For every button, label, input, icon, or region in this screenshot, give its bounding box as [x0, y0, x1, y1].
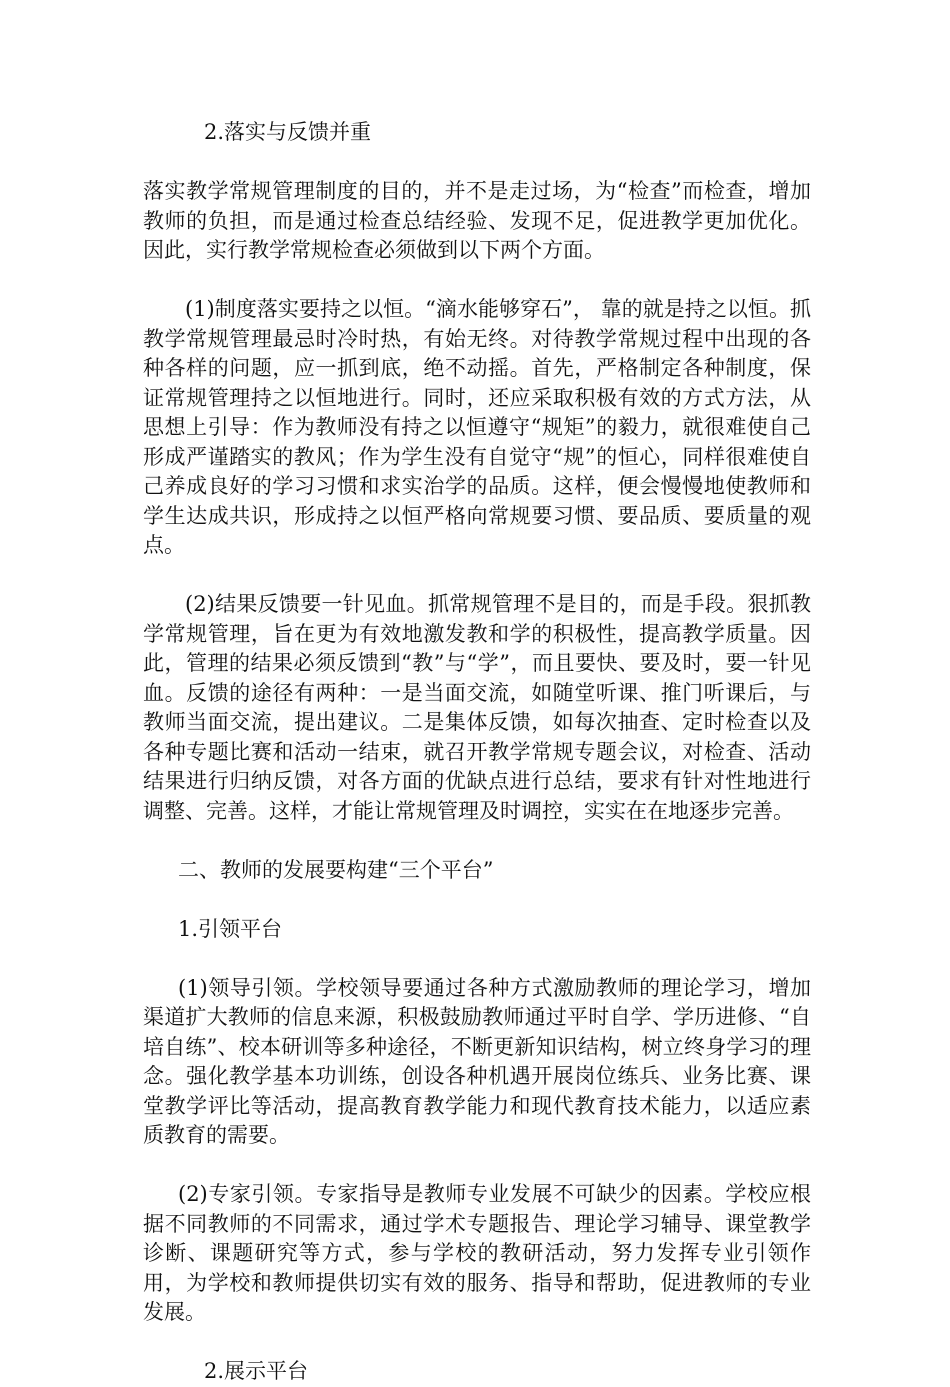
subsection-heading: 1.引领平台	[178, 916, 283, 941]
section-heading: 二、教师的发展要构建“三个平台”	[178, 857, 494, 882]
subsection-heading: 2.落实与反馈并重	[204, 120, 372, 144]
document-body	[143, 118, 811, 1387]
paragraph: (1)制度落实要持之以恒。“滴水能够穿石”， 靠的就是持之以恒。抓教学常规管理最忌时冷时热，有始无终。对待教学常规过程中出现的各种各样的问题，应一抓到底，绝不动摇。首先，严格制定各种制度，保证常规管理持之以恒地进行。同时，还应采取积极有效的方式方法，从思想上引导：作为教师没有持之以恒遵守“规矩”的毅力，就很难使自己形成严谨踏实的教风；作为学生没有自觉守“规”的恒心，同样很难使自己养成良好的学习习惯和求实治学的品质。这样，便会慢慢地使教师和学生达成共识，形成持之以恒严格向常规要习惯、要品质、要质量的观点。	[143, 297, 811, 557]
subsection-heading: 2.展示平台	[204, 1359, 309, 1383]
paragraph: (2)结果反馈要一针见血。抓常规管理不是目的，而是手段。狠抓教学常规管理，旨在更为有效地激发教和学的积极性，提高教学质量。因此，管理的结果必须反馈到“教”与“学”，而且要快、要及时，要一针见血。反馈的途径有两种：一是当面交流，如随堂听课、推门听课后，与教师当面交流，提出建议。二是集体反馈，如每次抽查、定时检查以及各种专题比赛和活动一结束，就召开教学常规专题会议，对检查、活动结果进行归纳反馈，对各方面的优缺点进行总结，要求有针对性地进行调整、完善。这样，才能让常规管理及时调控，实实在在地逐步完善。	[143, 592, 811, 823]
paragraph: (1)领导引领。学校领导要通过各种方式激励教师的理论学习，增加渠道扩大教师的信息来源，积极鼓励教师通过平时自学、学历进修、“自培自练”、校本研训等多种途径，不断更新知识结构，树立终身学习的理念。强化教学基本功训练，创设各种机遇开展岗位练兵、业务比赛、课堂教学评比等活动，提高教育教学能力和现代教育技术能力，以适应素质教育的需要。	[143, 975, 811, 1147]
paragraph: (2)专家引领。专家指导是教师专业发展不可缺少的因素。学校应根据不同教师的不同需求，通过学术专题报告、理论学习辅导、课堂教学诊断、课题研究等方式，参与学校的教研活动，努力发挥专业引领作用，为学校和教师提供切实有效的服务、指导和帮助，促进教师的专业发展。	[143, 1182, 811, 1324]
paragraph: 落实教学常规管理制度的目的，并不是走过场，为“检查”而检查，增加教师的负担，而是通过检查总结经验、发现不足，促进教学更加优化。因此，实行教学常规检查必须做到以下两个方面。	[143, 179, 811, 262]
